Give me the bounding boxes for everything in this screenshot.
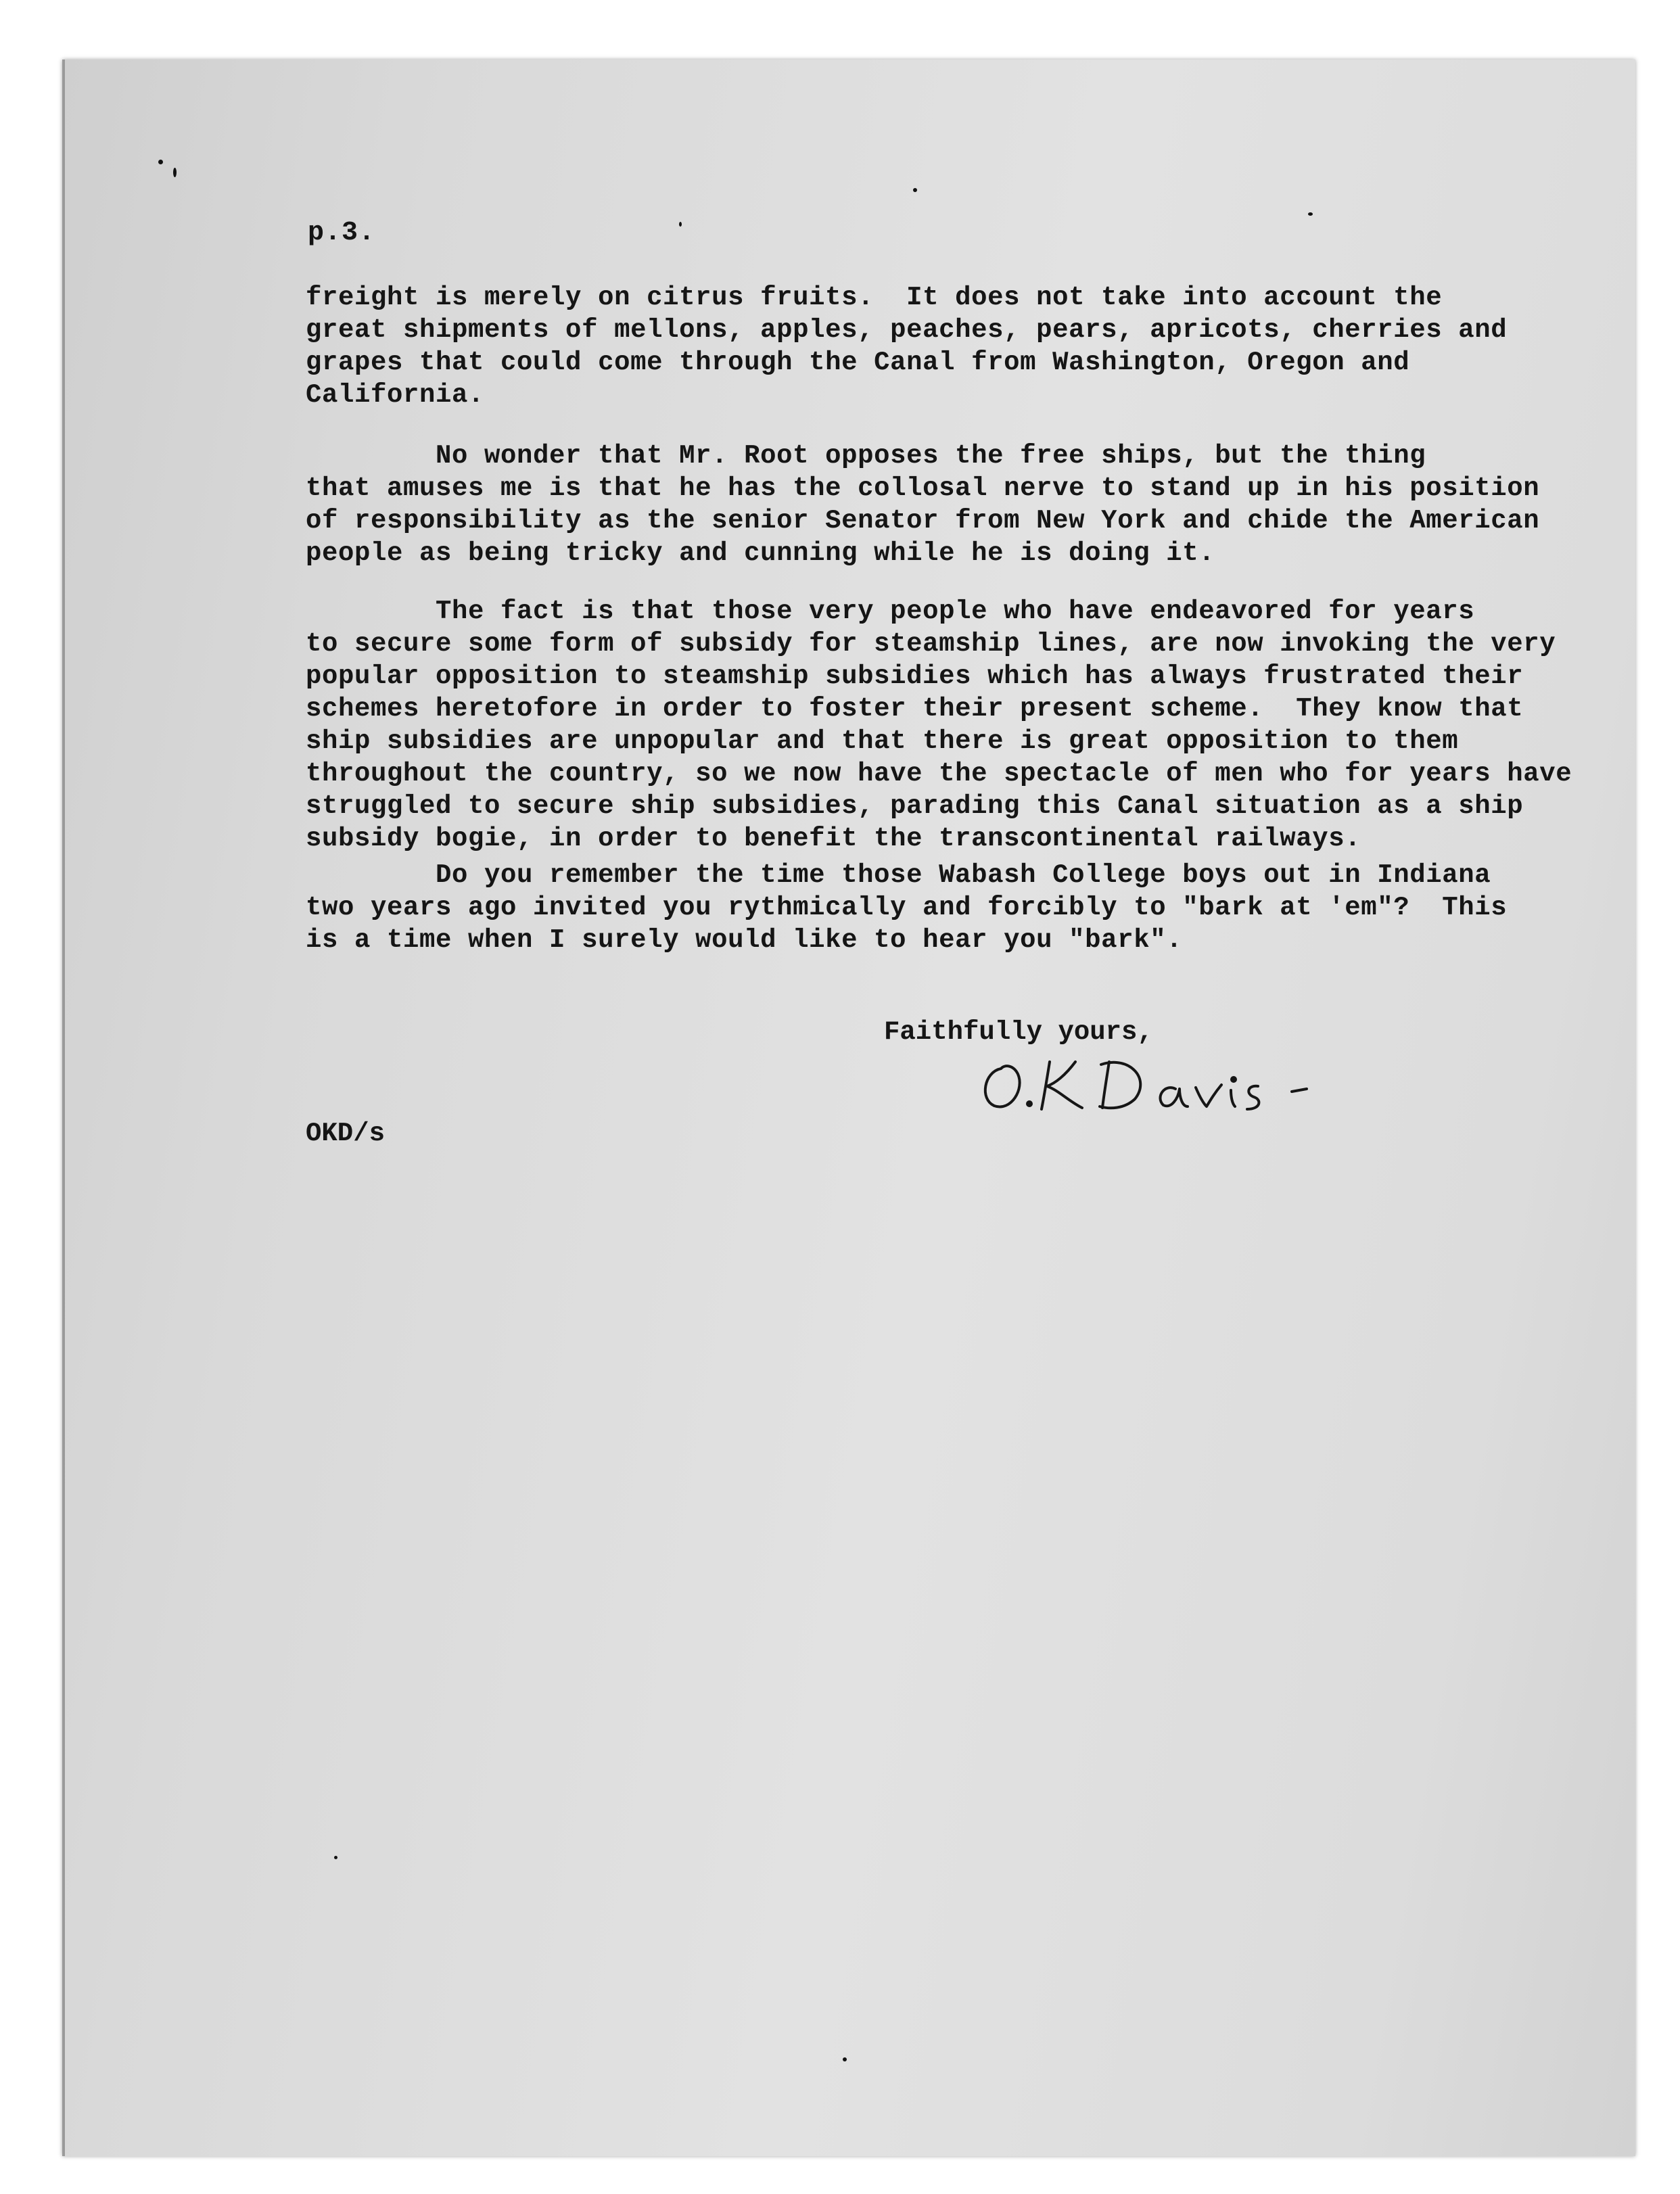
signature-stroke-i [1231, 1090, 1235, 1106]
signature-stroke-k-arms [1047, 1062, 1082, 1108]
signature-stroke-o [985, 1066, 1020, 1106]
signature-stroke-d [1100, 1062, 1140, 1108]
letter-line: Do you remember the time those Wabash College boys out in Indiana [306, 860, 1491, 890]
paper-speck [679, 222, 682, 227]
signature [974, 1042, 1339, 1123]
paper-speck [913, 188, 917, 192]
signature-trailing-dash [1292, 1089, 1307, 1092]
letter-line: two years ago invited you rythmically and forcibly to "bark at 'em"? This [306, 893, 1508, 923]
paper-speck [843, 2057, 847, 2061]
signature-i-dot [1232, 1077, 1236, 1081]
letter-line: subsidy bogie, in order to benefit the transcontinental railways. [306, 824, 1361, 854]
paper-speck [1308, 212, 1313, 216]
letter-line: The fact is that those very people who have endeavored for years [306, 597, 1475, 626]
letter-line: No wonder that Mr. Root opposes the free ships, but the thing [306, 441, 1426, 471]
letter-line: is a time when I surely would like to hear you "bark". [306, 925, 1183, 955]
closing-salutation: Faithfully yours, [884, 1017, 1153, 1047]
letter-line: great shipments of mellons, apples, peaches, pears, apricots, cherries and [306, 315, 1508, 345]
signature-dot [1027, 1102, 1031, 1106]
paper-speck [158, 160, 163, 164]
signature-stroke-a [1160, 1088, 1188, 1106]
typist-initials: OKD/s [306, 1119, 386, 1148]
letter-line: struggled to secure ship subsidies, parading this Canal situation as a ship [306, 791, 1524, 821]
letter-line: ship subsidies are unpopular and that there is great opposition to them [306, 726, 1459, 756]
signature-stroke-s [1247, 1086, 1259, 1109]
letter-line: grapes that could come through the Canal from Washington, Oregon and [306, 348, 1410, 377]
letter-line: throughout the country, so we now have the spectacle of men who for years have [306, 759, 1572, 789]
letter-line: people as being tricky and cunning while he is doing it. [306, 538, 1215, 568]
letter-line: to secure some form of subsidy for steamship lines, are now invoking the very [306, 629, 1556, 659]
page-number: p.3. [308, 218, 376, 248]
paper-speck [334, 1856, 337, 1859]
letter-line: popular opposition to steamship subsidies which has always frustrated their [306, 661, 1524, 691]
letter-line: that amuses me is that he has the collosal nerve to stand up in his position [306, 473, 1540, 503]
signature-stroke-v [1196, 1085, 1221, 1106]
letter-line: of responsibility as the senior Senator from New York and chide the American [306, 506, 1540, 536]
letter-line: schemes heretofore in order to foster their present scheme. They know that [306, 694, 1524, 724]
paper-speck [173, 168, 177, 177]
letter-line: California. [306, 380, 485, 410]
letter-line: freight is merely on citrus fruits. It does not take into account the [306, 283, 1443, 312]
